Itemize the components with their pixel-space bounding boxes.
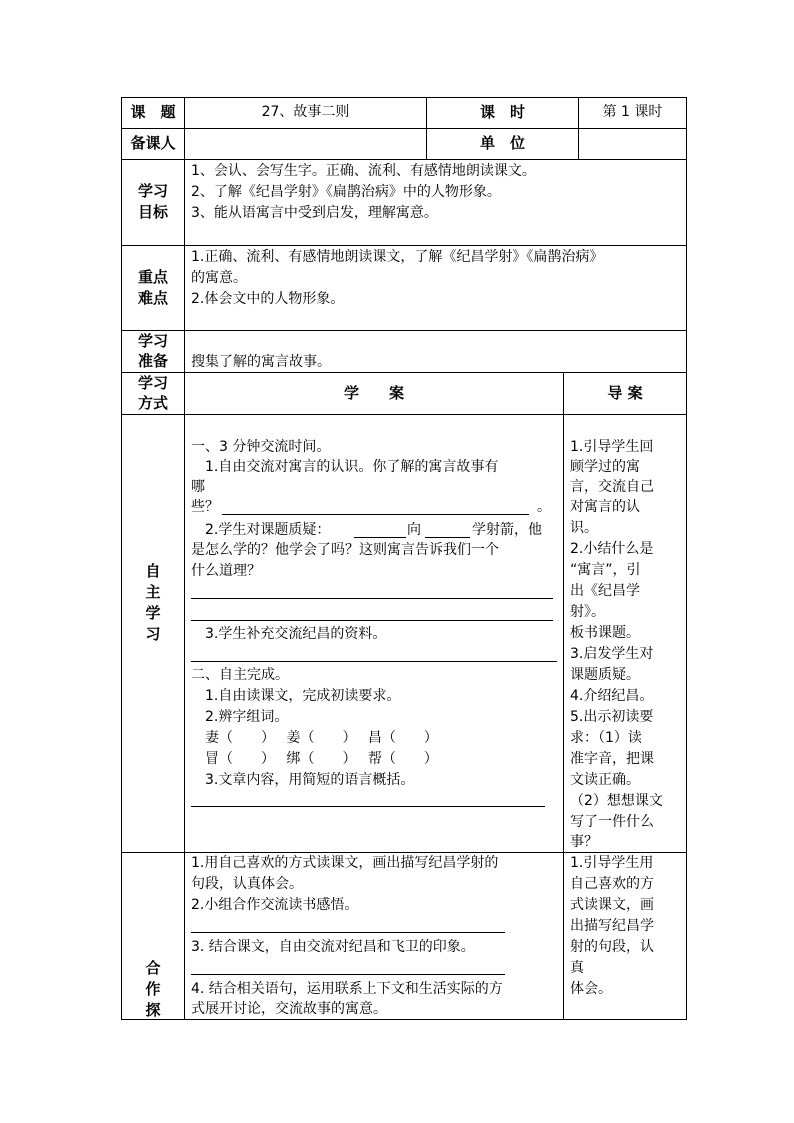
- self-study-line: 是怎么学的？他学会了吗？这则寓言告诉我们一个: [191, 542, 499, 558]
- guide-line: 顾学过的寓: [570, 459, 640, 475]
- answer-blank: [222, 514, 529, 515]
- goal-item: 3、能从语寓言中受到启发，理解寓意。: [191, 205, 438, 221]
- self-study-line: 一、3 分钟交流时间。: [191, 439, 331, 455]
- guide-plan-header: 导 案: [607, 384, 643, 402]
- self-study-line: 3.文章内容，用简短的语言概括。: [191, 772, 415, 788]
- prep-label-line1: 学习: [137, 332, 168, 350]
- key-label-line2: 难点: [137, 289, 168, 307]
- self-study-line: 学射箭，他: [472, 522, 542, 538]
- answer-blank: [191, 932, 505, 933]
- guide-line: “寓言”，引: [570, 562, 641, 578]
- self-study-label-char: 主: [145, 583, 161, 601]
- coop-guide-line: 体会。: [570, 981, 612, 997]
- self-study-line: 。: [537, 499, 551, 515]
- answer-blank: [191, 620, 553, 621]
- guide-line: 3.启发学生对: [570, 646, 654, 662]
- preparer-label: 备课人: [130, 134, 176, 152]
- guide-line: 对寓言的认: [570, 499, 640, 515]
- goals-label-line2: 目标: [137, 203, 168, 221]
- self-study-label-char: 自: [145, 562, 161, 580]
- guide-line: 准字音，把课: [570, 751, 654, 767]
- answer-blank: [191, 806, 545, 807]
- self-study-label-char: 学: [145, 604, 161, 622]
- guide-line: 4.介绍纪昌。: [570, 688, 654, 704]
- coop-guide-line: 真: [570, 960, 584, 976]
- coop-guide-line: 出描写纪昌学: [570, 918, 654, 934]
- coop-line: 句段，认真体会。: [191, 876, 303, 892]
- key-point-line: 1.正确、流利、有感情地朗读课文，了解《纪昌学射》《扁鹊治病》: [191, 249, 604, 265]
- key-point-line: 的寓意。: [191, 270, 247, 286]
- answer-blank: [354, 537, 406, 538]
- coop-label-char: 合: [145, 959, 161, 977]
- guide-line: 5.出示初读要: [570, 709, 654, 725]
- answer-blank: [191, 974, 505, 975]
- guide-line: 事？: [570, 834, 598, 850]
- guide-line: 文读正确。: [570, 772, 640, 788]
- guide-line: 言，交流自己: [570, 479, 654, 495]
- self-study-label-char: 习: [145, 625, 161, 643]
- self-study-line: 冒（ ） 绑（ ） 帮（ ）: [191, 751, 438, 767]
- goal-item: 2、了解《纪昌学射》《扁鹊治病》中的人物形象。: [191, 184, 501, 200]
- guide-line: 板书课题。: [570, 625, 640, 641]
- coop-label-char: 探: [145, 1001, 161, 1019]
- prep-label-line2: 准备: [137, 352, 168, 370]
- guide-line: 课题质疑。: [570, 667, 640, 683]
- coop-line: 1.用自己喜欢的方式读课文，画出描写纪昌学射的: [191, 855, 499, 871]
- self-study-line: 1.自由读课文，完成初读要求。: [191, 688, 401, 704]
- goals-label-line1: 学习: [137, 182, 168, 200]
- guide-line: 1.引导学生回: [570, 439, 654, 455]
- self-study-line: 什么道理？: [191, 563, 261, 579]
- guide-line: 写了一件什么: [570, 814, 654, 830]
- coop-label-char: 作: [145, 980, 161, 998]
- guide-line: 出《纪昌学: [570, 583, 640, 599]
- key-point-line: 2.体会文中的人物形象。: [191, 291, 345, 307]
- method-label-line2: 方式: [137, 394, 168, 412]
- study-plan-header: 学 案: [343, 384, 404, 402]
- self-study-line: 2.学生对课题质疑：: [191, 522, 331, 538]
- preparation-text: 搜集了解的寓言故事。: [191, 354, 331, 370]
- coop-guide-line: 自己喜欢的方: [570, 876, 654, 892]
- coop-guide-line: 射的句段，认: [570, 939, 654, 955]
- self-study-line: 向: [407, 522, 421, 538]
- period-label: 课 时: [479, 103, 525, 121]
- goal-item: 1、会认、会写生字。正确、流利、有感情地朗读课文。: [191, 163, 536, 179]
- lesson-title: 27、故事二则: [261, 104, 350, 120]
- self-study-line: 二、自主完成。: [191, 667, 289, 683]
- self-study-line: 3.学生补充交流纪昌的资料。: [191, 626, 387, 642]
- guide-line: 射》。: [570, 604, 605, 620]
- answer-blank: [191, 661, 557, 662]
- self-study-line: 2.辨字组词。: [191, 709, 289, 725]
- self-study-line: 些？: [191, 499, 219, 515]
- guide-line: 求：（1）读: [570, 730, 642, 746]
- coop-guide-line: 1.引导学生用: [570, 855, 654, 871]
- unit-label: 单 位: [479, 134, 525, 152]
- self-study-line: 哪: [191, 479, 205, 495]
- key-label-line1: 重点: [137, 268, 168, 286]
- self-study-line: 妻（ ） 姜（ ） 昌（ ）: [191, 730, 438, 746]
- coop-line: 2.小组合作交流读书感悟。: [191, 897, 359, 913]
- guide-line: 2.小结什么是: [570, 541, 654, 557]
- self-study-line: 1.自由交流对寓言的认识。你了解的寓言故事有: [191, 459, 499, 475]
- coop-guide-line: 式读课文，画: [570, 897, 654, 913]
- answer-blank: [425, 537, 470, 538]
- method-label-line1: 学习: [137, 374, 168, 392]
- guide-line: 识。: [570, 520, 598, 536]
- coop-line: 3. 结合课文，自由交流对纪昌和飞卫的印象。: [191, 939, 475, 955]
- guide-line: （2）想想课文: [570, 793, 663, 809]
- coop-line: 4. 结合相关语句，运用联系上下文和生活实际的方: [191, 981, 503, 997]
- period-value: 第 1 课时: [602, 104, 663, 120]
- answer-blank: [191, 598, 553, 599]
- lesson-label: 课 题: [130, 103, 176, 121]
- coop-line: 式展开讨论，交流故事的寓意。: [191, 1001, 387, 1017]
